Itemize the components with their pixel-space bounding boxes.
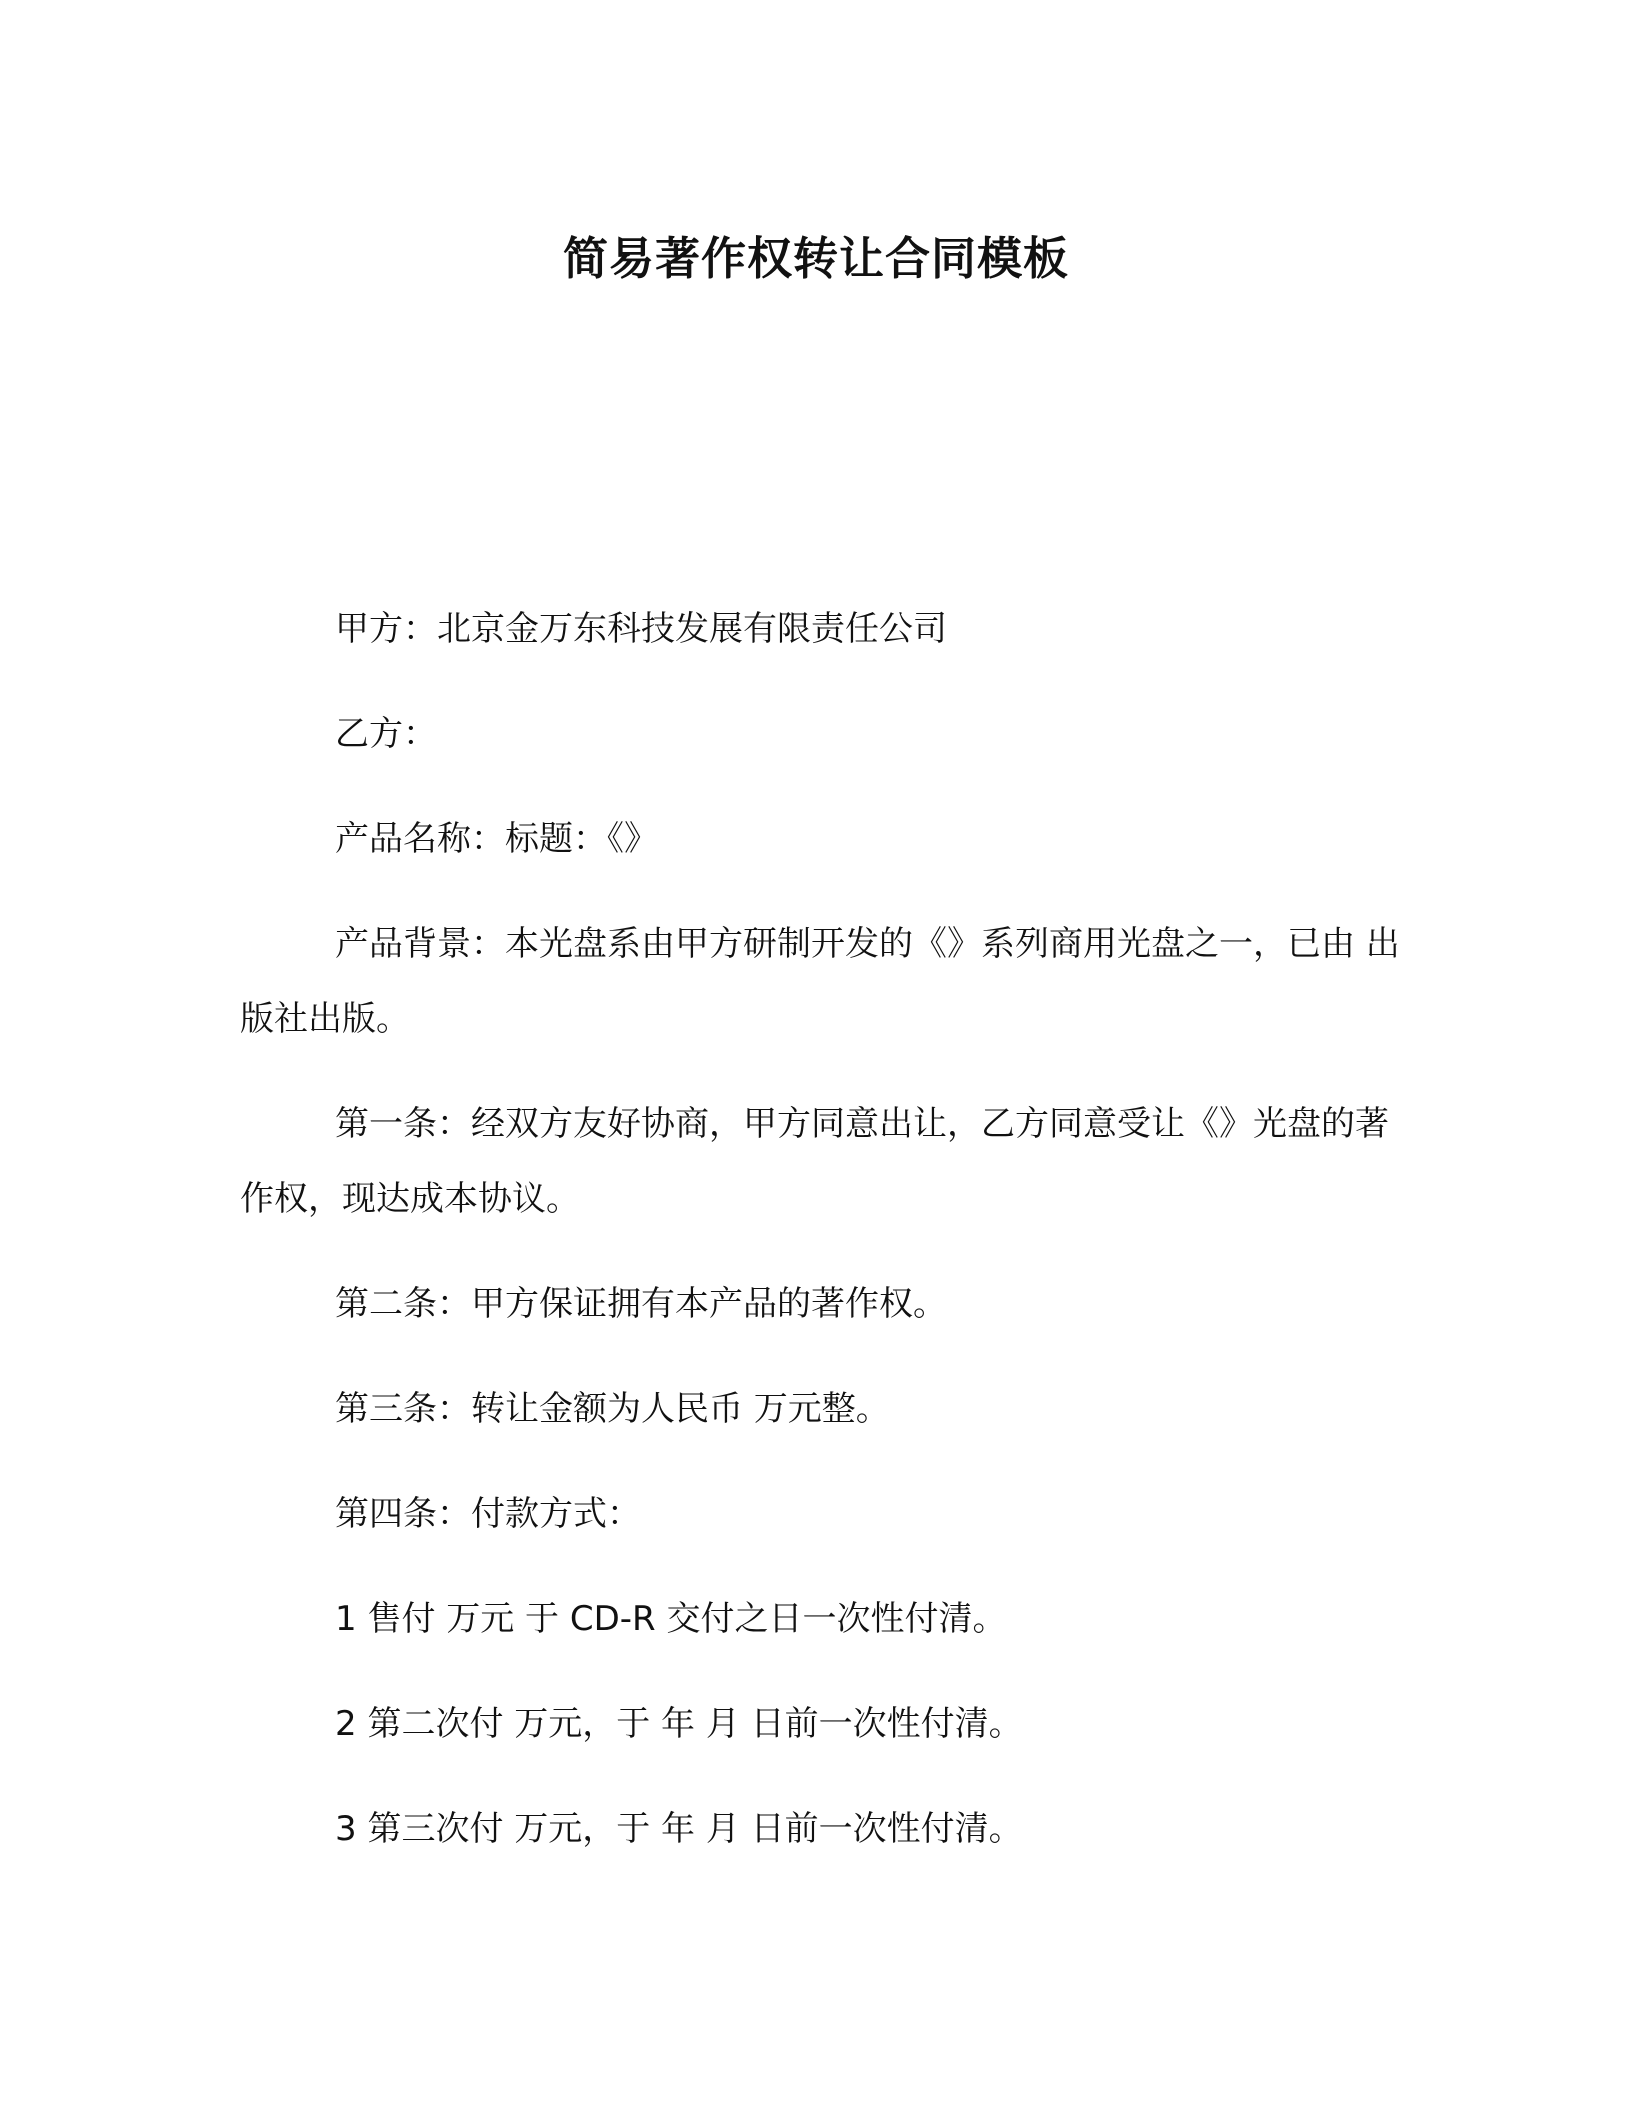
- article-3-paragraph: 第三条：转让金额为人民币 万元整。: [335, 1389, 890, 1429]
- document-title: 简易著作权转让合同模板: [562, 232, 1069, 285]
- party-b-line: 乙方：: [335, 714, 437, 754]
- product-name-line: 产品名称：标题：《》: [335, 819, 658, 859]
- article-4-heading: 第四条：付款方式：: [335, 1494, 641, 1534]
- document-body: [240, 592, 1400, 1897]
- payment-item-1: 1 售付 万元 于 CD-R 交付之日一次性付清。: [335, 1599, 1007, 1639]
- article-2-paragraph: 第二条：甲方保证拥有本产品的著作权。: [335, 1284, 947, 1324]
- article-1-paragraph: 第一条：经双方友好协商，甲方同意出让，乙方同意受让《》光盘的著作权，现达成本协议。: [240, 1104, 1389, 1219]
- payment-item-3: 3 第三次付 万元，于 年 月 日前一次性付清。: [335, 1809, 1023, 1849]
- payment-item-2: 2 第二次付 万元，于 年 月 日前一次性付清。: [335, 1704, 1023, 1744]
- party-a-line: 甲方：北京金万东科技发展有限责任公司: [335, 609, 947, 649]
- product-background-paragraph: 产品背景：本光盘系由甲方研制开发的《》系列商用光盘之一，已由 出版社出版。: [240, 924, 1400, 1039]
